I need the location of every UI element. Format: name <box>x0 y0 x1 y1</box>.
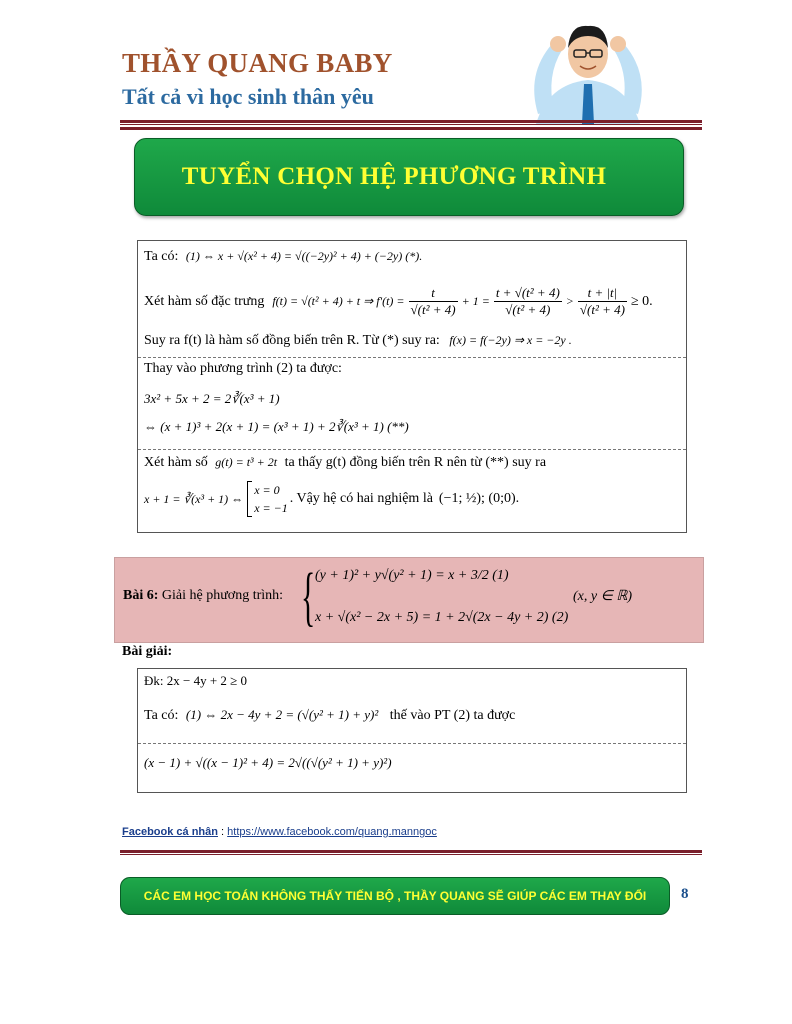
problem-6 <box>114 557 704 643</box>
problem-label <box>123 588 283 604</box>
box1-line-8-tail: . Vậy hệ có hai nghiệm là <box>289 491 433 506</box>
box1-line-2-prefix: Xét hàm số đặc trưng <box>144 293 265 309</box>
box1-line-7-math: g(t) = t³ + 2t <box>215 455 278 469</box>
box1-line-2-derivative: f(t) = √(t² + 4) + t ⇒ f'(t) = <box>272 294 405 308</box>
box1-separator-1 <box>138 357 686 358</box>
box1-frac-1: $\frac{t}{\text{√(t² + 4)}}$ <box>410 285 456 317</box>
box1-case-2: x = −1 <box>254 501 288 515</box>
box2-line-3: (x − 1) + √((x − 1)² + 4) = 2√((√(y² + 1) + y)²) <box>144 755 392 770</box>
box1-line-8 <box>144 481 519 517</box>
problem-number: Bài 6: <box>123 588 159 603</box>
box1-line-3-text: Suy ra f(t) là hàm số đồng biến trên R. Từ (*) suy ra: <box>144 333 440 348</box>
brand-title: THẦY QUANG BABY <box>122 48 393 78</box>
box1-line-2 <box>144 285 653 318</box>
box2-line-1: Đk: 2x − 4y + 2 ≥ 0 <box>144 673 248 688</box>
facebook-line <box>122 826 437 838</box>
brand-subtitle: Tất cả vì học sinh thân yêu <box>122 84 374 109</box>
box1-line-1 <box>144 249 422 265</box>
box2-line-2-prefix: Ta có: <box>144 708 179 723</box>
box1-line-2-gt: > <box>565 294 574 308</box>
box1-separator-2 <box>138 449 686 450</box>
footer-slogan: CÁC EM HỌC TOÁN KHÔNG THẤY TIẾN BỘ , THẦY QUANG SẼ GIÚP CÁC EM THAY ĐỔI <box>143 889 647 903</box>
solution-box-2 <box>137 668 687 793</box>
box1-line-7-prefix: Xét hàm số <box>144 455 208 470</box>
box1-line-1-math: (1) ⇔ x + √(x² + 4) = √((−2y)² + 4) + (−2y) (*). <box>185 249 423 263</box>
footer-rule-thick <box>120 850 702 853</box>
page-number: 8 <box>681 886 689 902</box>
box2-line-2-math: (1) ⇔ 2x − 4y + 2 = (√(y² + 1) + y)² <box>185 707 379 722</box>
footer-rule-thin <box>120 854 702 855</box>
footer-slogan-bar <box>120 877 670 915</box>
box1-line-4: Thay vào phương trình (2) ta được: <box>144 361 342 376</box>
box1-line-3 <box>144 333 572 349</box>
facebook-link[interactable]: https://www.facebook.com/quang.manngoc <box>227 826 437 838</box>
title-banner <box>134 138 684 216</box>
problem-domain: (x, y ∈ ℝ) <box>573 589 633 604</box>
box2-line-2-tail: thế vào PT (2) ta được <box>389 708 516 723</box>
banner-title: TUYỂN CHỌN HỆ PHƯƠNG TRÌNH <box>181 163 607 190</box>
system-brace: { <box>301 560 316 633</box>
header-rule-thick-2 <box>120 127 702 130</box>
box1-line-2-tail: + 1 = <box>461 294 490 308</box>
header-rule-thin <box>120 124 702 125</box>
box2-line-2 <box>144 707 515 724</box>
facebook-sep: : <box>217 826 228 838</box>
box1-line-8-math: x + 1 = ∛(x³ + 1) ⇔ <box>144 491 244 506</box>
box1-line-1-prefix: Ta có: <box>144 249 179 264</box>
problem-equation-2: x + √(x² − 2x + 5) = 1 + 2√(2x − 4y + 2) (2) <box>315 610 569 625</box>
box1-cases <box>254 481 288 517</box>
teacher-photo <box>508 14 668 124</box>
box1-line-3-math: f(x) = f(−2y) ⇒ x = −2y . <box>449 333 572 347</box>
problem-equation-1: (y + 1)² + y√(y² + 1) = x + 3/2 (1) <box>315 568 509 583</box>
solution-heading: Bài giải: <box>122 644 173 659</box>
box1-line-8-solutions: (−1; ½); (0;0). <box>438 491 520 506</box>
box1-frac-2: $\frac{\text{t + √(t² + 4)}}{\text{√(t² + 4)}}$ <box>495 285 560 317</box>
box1-bracket <box>247 481 252 517</box>
box1-case-1: x = 0 <box>254 483 280 497</box>
box1-line-6: ⇔ (x + 1)³ + 2(x + 1) = (x³ + 1) + 2∛(x³ + 1) (**) <box>144 419 409 434</box>
box1-line-7-tail: ta thấy g(t) đồng biến trên R nên từ (**) suy ra <box>284 455 547 470</box>
box1-frac-3: $\frac{t + |t|}{\text{√(t² + 4)}}$ <box>579 285 625 317</box>
box1-line-7 <box>144 455 546 471</box>
facebook-label: Facebook cá nhân <box>122 826 218 838</box>
header-rule-thick <box>120 120 702 123</box>
box1-line-2-ge: ≥ 0. <box>630 293 653 309</box>
box2-separator <box>138 743 686 744</box>
problem-instruction: Giải hệ phương trình: <box>161 588 284 603</box>
solution-box-1 <box>137 240 687 533</box>
box1-line-5: 3x² + 5x + 2 = 2∛(x³ + 1) <box>144 391 280 406</box>
